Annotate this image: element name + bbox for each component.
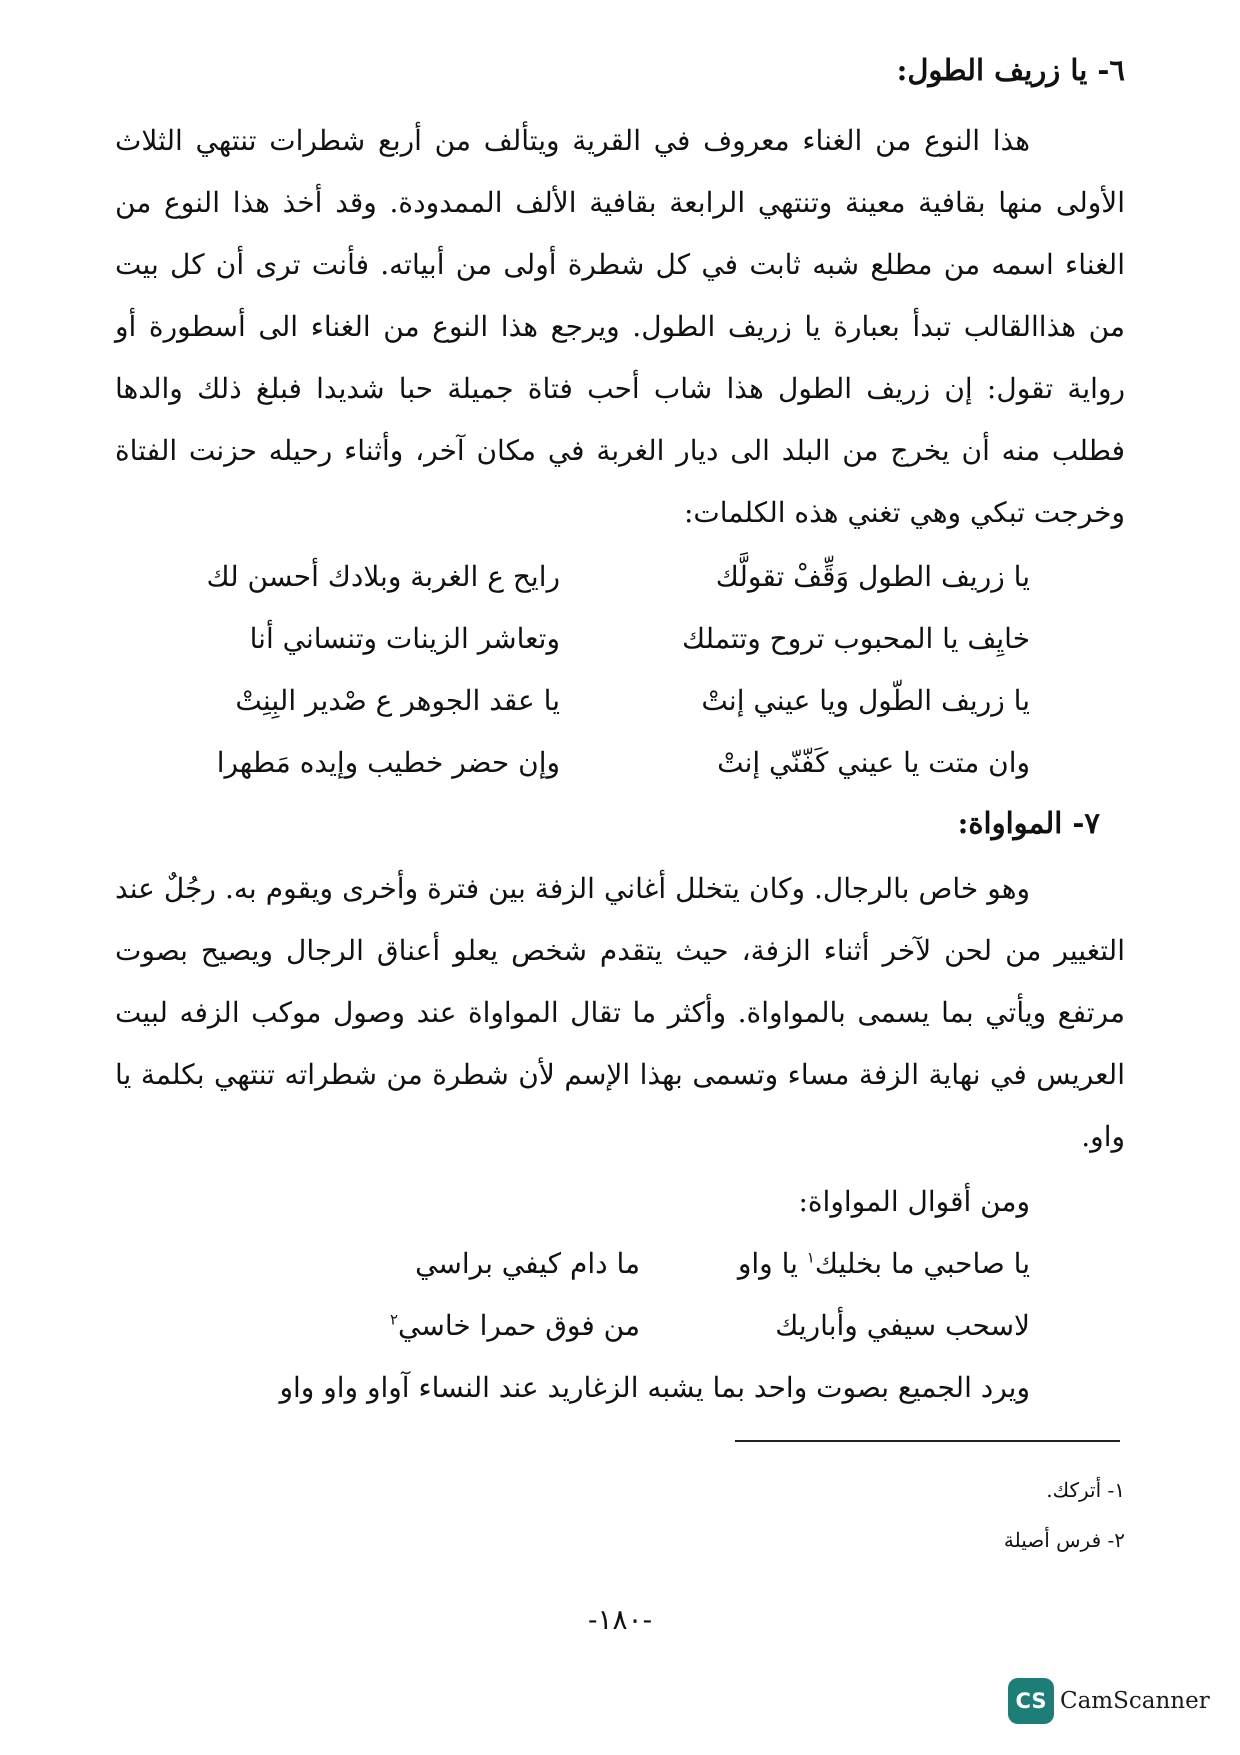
verse-row-4 xyxy=(140,741,1030,785)
section6-intro-paragraph xyxy=(115,110,1125,544)
mawawa-verse-row-2 xyxy=(140,1304,1030,1348)
verse-row-3 xyxy=(140,679,1030,723)
mawawa-sayings-intro: ومن أقوال المواواة: xyxy=(798,1185,1030,1218)
section-heading-zareef-al-tool: ٦- يا زريف الطول: xyxy=(896,53,1125,87)
verse-text: من فوق حمرا خاسي xyxy=(398,1309,640,1342)
verse-first-half xyxy=(738,1242,1030,1286)
verse-first-half: لاسحب سيفي وأباريك xyxy=(775,1309,1030,1342)
camscanner-logo-text: CS xyxy=(1015,1689,1047,1713)
verse-second-half: وتعاشر الزينات وتنساني أنا xyxy=(249,622,560,655)
footnote-1: ١- أتركك. xyxy=(1046,1478,1125,1502)
verse-first-half: يا زريف الطّول ويا عيني إنتْ xyxy=(701,684,1030,717)
mawawa-verse-row-1 xyxy=(140,1242,1030,1286)
verse-second-half: يا عقد الجوهر ع صْدير البِنِتْ xyxy=(235,684,560,717)
footnote-2: ٢- فرس أصيلة xyxy=(1003,1528,1125,1552)
section7-intro-text: وهو خاص بالرجال. وكان يتخلل أغاني الزفة بين فترة وأخرى ويقوم به. رجُلٌ عند التغيير من لحن لآخر أثناء الزفة، حيث يتقدم شخص يعلو أعناق الرجال ويصيح بصوت مرتفع ويأتي بما يسمى بالمواواة. وأكثر ما تقال المواواة عند وصول موكب الزفه لبيت العريس في نهاية الزفة مساء وتسمى بهذا الإسم لأن شطرة من شطراته تنتهي بكلمة يا واو. xyxy=(115,872,1125,1153)
section7-intro-paragraph xyxy=(115,858,1125,1168)
verse-first-half: يا زريف الطول وَقِّفْ تقولَّك xyxy=(715,560,1030,593)
footnote-separator xyxy=(735,1440,1120,1442)
camscanner-brand-label: CamScanner xyxy=(1060,1688,1210,1714)
verse-row-2 xyxy=(140,617,1030,661)
page-number: -١٨٠- xyxy=(587,1603,653,1636)
section-heading-mawawa: ٧- المواواة: xyxy=(957,806,1100,840)
verse-row-1 xyxy=(140,555,1030,599)
verse-second-half: وإن حضر خطيب وإيده مَطهرا xyxy=(216,746,560,779)
footnote-marker: ٢ xyxy=(389,1310,399,1329)
verse-second-half: رايح ع الغربة وبلادك أحسن لك xyxy=(206,560,560,593)
verse-second-half: ما دام كيفي براسي xyxy=(415,1247,640,1280)
verse-second-half xyxy=(390,1304,640,1348)
verse-first-half: وان متت يا عيني كَفّنّي إنتْ xyxy=(717,746,1030,779)
verse-text: يا صاحبي ما بخليك xyxy=(814,1247,1030,1280)
mawawa-closing-line: ويرد الجميع بصوت واحد بما يشبه الزغاريد عند النساء آواو واو واو xyxy=(279,1371,1030,1404)
footnote-marker: ١ xyxy=(806,1248,815,1267)
verse-first-half: خايِف يا المحبوب تروح وتتملك xyxy=(681,622,1030,655)
section6-intro-text: هذا النوع من الغناء معروف في القرية ويتألف من أربع شطرات تنتهي الثلاث الأولى منها بقافية معينة وتنتهي الرابعة بقافية الألف الممدودة. وقد أخذ هذا النوع من الغناء اسمه من مطلع شبه ثابت في كل شطرة أولى من أبياته. فأنت ترى أن كل بيت من هذاالقالب تبدأ بعبارة يا زريف الطول. ويرجع هذا النوع من الغناء الى أسطورة أو رواية تقول: إن زريف الطول هذا شاب أحب فتاة جميلة حبا شديدا فبلغ ذلك والدها فطلب منه أن يخرج من البلد الى ديار الغربة في مكان آخر، وأثناء رحيله حزنت الفتاة وخرجت تبكي وهي تغني هذه الكلمات: xyxy=(115,124,1125,529)
verse-text: يا واو xyxy=(737,1247,798,1280)
camscanner-logo-icon xyxy=(1008,1678,1054,1724)
